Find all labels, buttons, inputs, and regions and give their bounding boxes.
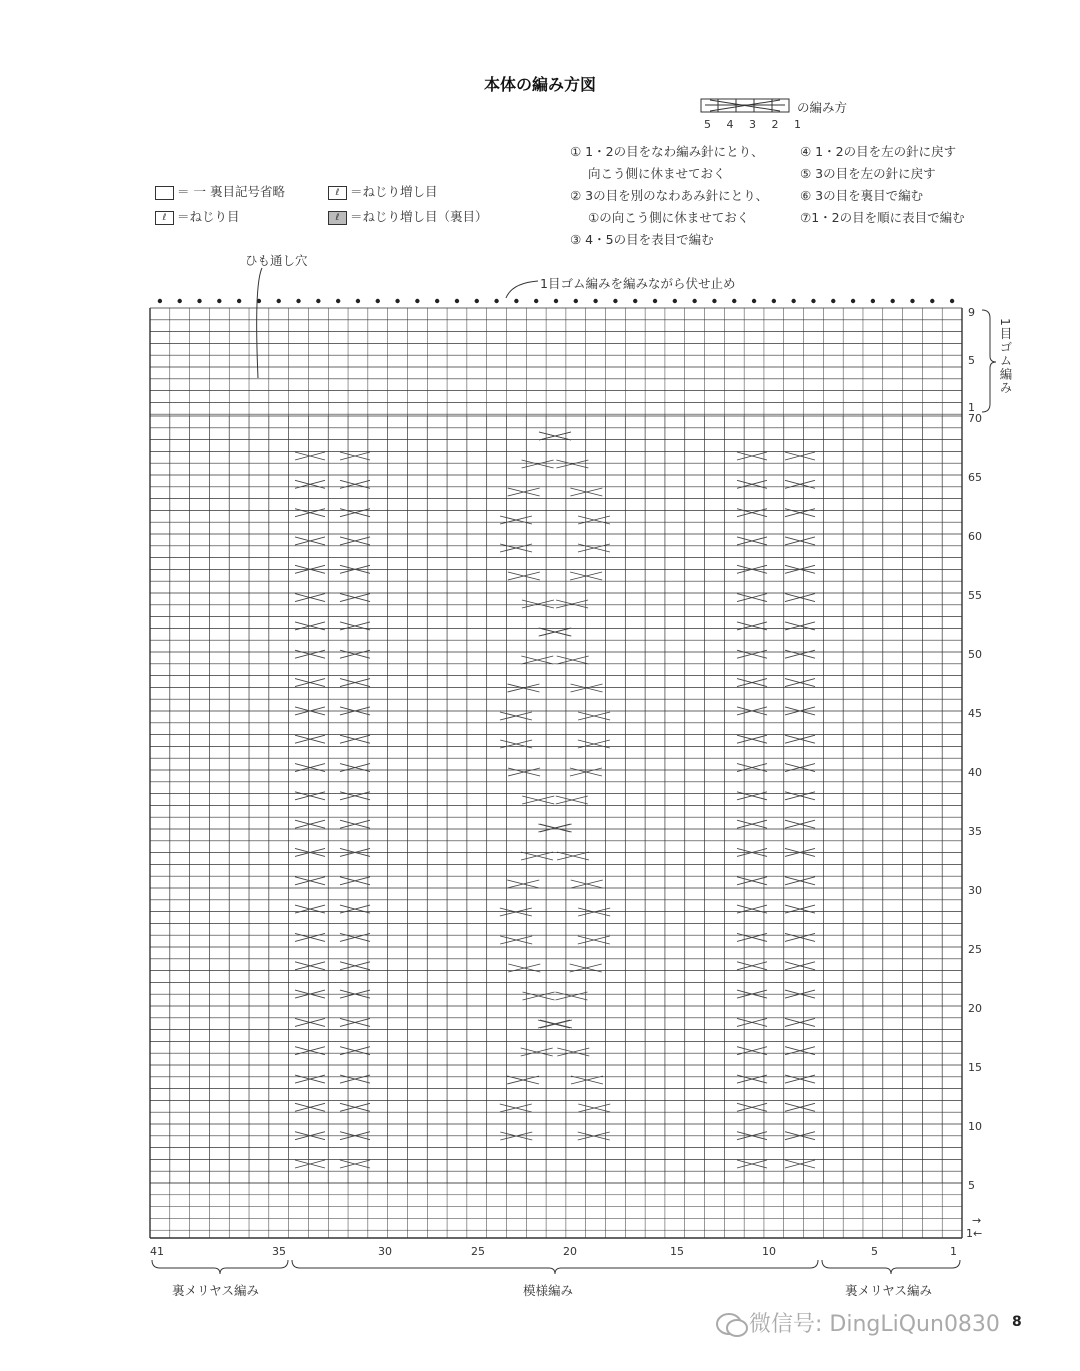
cable-step-1a: ① 1・2の目をなわ編み針にとり、 [570, 144, 764, 159]
col-number-1: 1 [950, 1245, 957, 1258]
cable-step-7: ⑦1・2の目を順に表目で編む [800, 210, 965, 225]
section-center-label: 模様編み [523, 1283, 574, 1298]
twisted-inc-icon: ℓ [328, 186, 347, 200]
row-number-35: 35 [968, 825, 982, 838]
row-number-rib-1: 1 [968, 401, 975, 414]
row-number-70: 70 [968, 412, 982, 425]
col-number-10: 10 [762, 1245, 776, 1258]
col-number-15: 15 [670, 1245, 684, 1258]
cable-step-2b: ①の向こう側に休ませておく [588, 210, 750, 225]
section-left-label: 裏メリヤス編み [172, 1283, 260, 1298]
legend-twisted-inc-purl: ℓ ＝ねじり増し目（裏目） [328, 207, 488, 225]
bindoff-annotation: 1目ゴム編みを編みながら伏せ止め [540, 276, 736, 291]
col-number-5: 5 [871, 1245, 878, 1258]
row-number-65: 65 [968, 471, 982, 484]
row-number-25: 25 [968, 943, 982, 956]
ribbing-side-label: 1目ゴム編み [998, 318, 1013, 395]
legend-purl-omit: ＝ 一 裏目記号省略 [155, 182, 285, 200]
cable-key-numbers: 5 4 3 2 1 [704, 118, 807, 131]
row-number-15: 15 [968, 1061, 982, 1074]
row-number-5: 5 [968, 1179, 975, 1192]
row-number-55: 55 [968, 589, 982, 602]
cable-step-3: ③ 4・5の目を表目で編む [570, 232, 714, 247]
cable-step-5: ⑤ 3の目を左の針に戻す [800, 166, 936, 181]
watermark: 微信号: DingLiQun0830 [715, 1307, 1000, 1338]
cable-step-4: ④ 1・2の目を左の針に戻す [800, 144, 957, 159]
wechat-icon [715, 1312, 749, 1338]
row-number-45: 45 [968, 707, 982, 720]
page-number: 8 [1012, 1314, 1022, 1330]
col-number-25: 25 [471, 1245, 485, 1258]
twisted-stitch-icon: ℓ [155, 211, 174, 225]
row-number-rib-9: 9 [968, 306, 975, 319]
row-number-40: 40 [968, 766, 982, 779]
twisted-inc-purl-icon: ℓ [328, 211, 347, 225]
col-number-41: 41 [150, 1245, 164, 1258]
cable-step-2a: ② 3の目を別のなわあみ針にとり、 [570, 188, 769, 203]
row-number-30: 30 [968, 884, 982, 897]
legend-twisted-inc: ℓ ＝ねじり増し目 [328, 182, 438, 200]
col-number-35: 35 [272, 1245, 286, 1258]
section-right-label: 裏メリヤス編み [845, 1283, 933, 1298]
cable-step-6: ⑥ 3の目を裏目で編む [800, 188, 924, 203]
row-number-60: 60 [968, 530, 982, 543]
row-number-20: 20 [968, 1002, 982, 1015]
eyelet-annotation: ひも通し穴 [245, 253, 308, 268]
page-title: 本体の編み方図 [483, 75, 596, 94]
row-number-start: 1← [966, 1227, 983, 1240]
row-number-start-arrow: → [972, 1214, 982, 1227]
col-number-30: 30 [378, 1245, 392, 1258]
row-number-10: 10 [968, 1120, 982, 1133]
row-number-rib-5: 5 [968, 354, 975, 367]
cable-key-label: の編み方 [797, 100, 848, 115]
legend-twisted: ℓ ＝ねじり目 [155, 207, 240, 225]
cable-step-1b: 向こう側に休ませておく [588, 166, 726, 181]
col-number-20: 20 [563, 1245, 577, 1258]
row-number-50: 50 [968, 648, 982, 661]
